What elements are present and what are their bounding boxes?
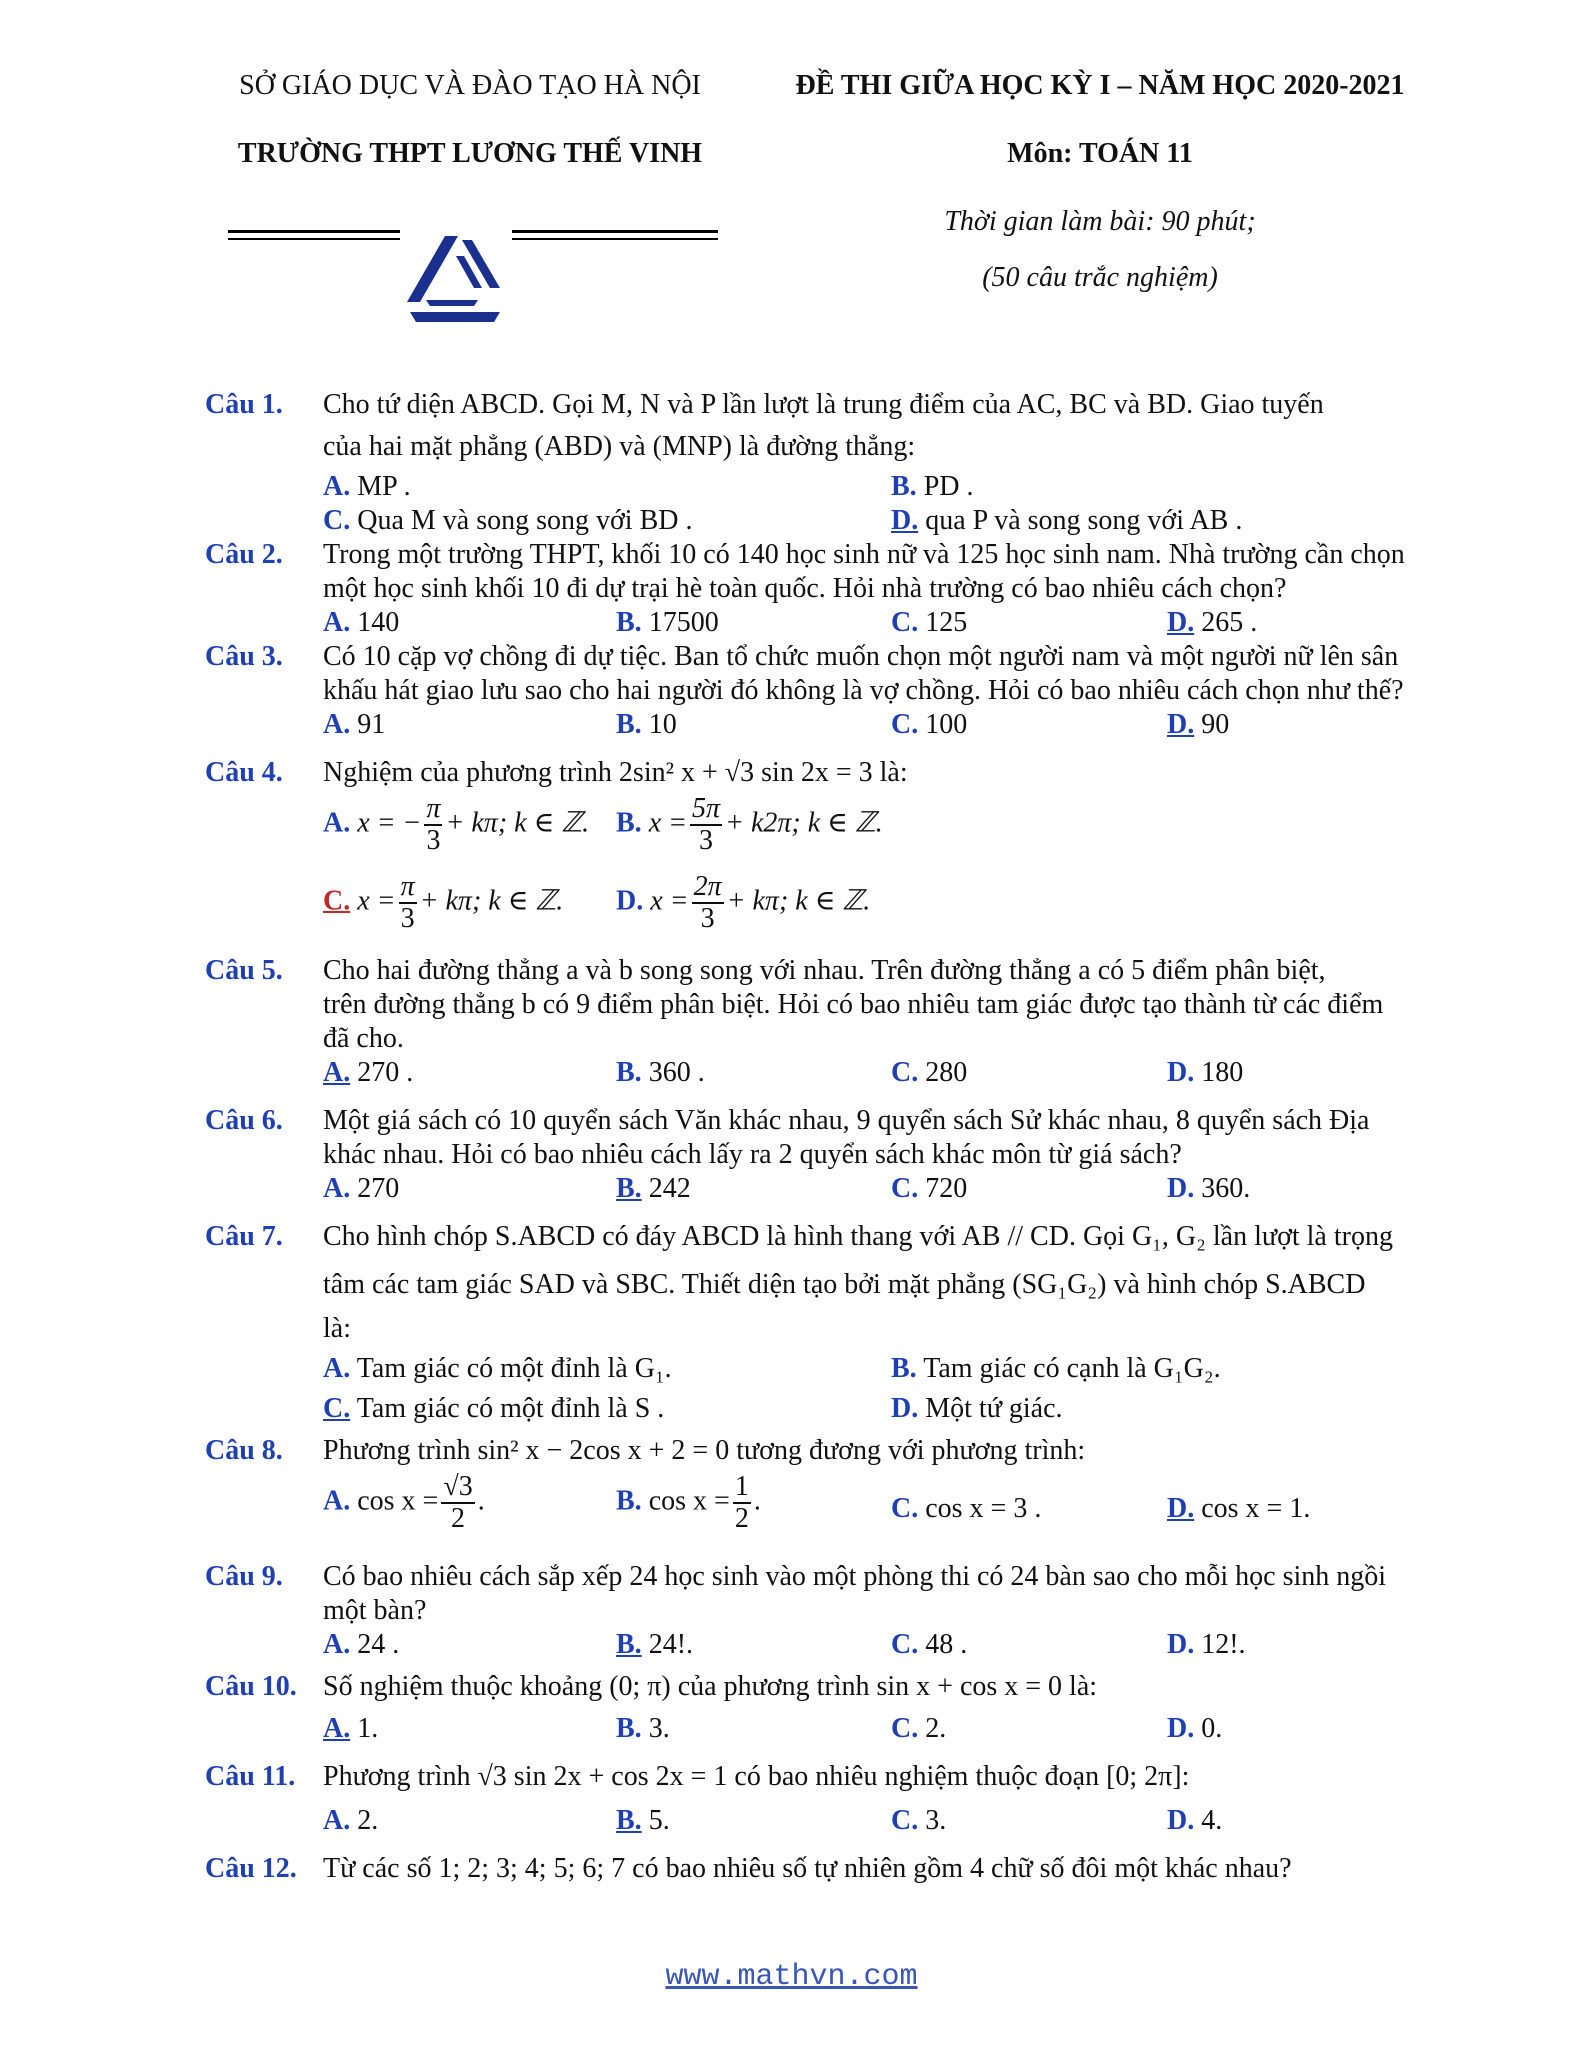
option-d[interactable]: D. cos x = 1. bbox=[1167, 1493, 1311, 1524]
option-c[interactable]: C. 280 bbox=[891, 1057, 968, 1088]
option-b[interactable]: B. cos x = $\frac{1}{2}$ . bbox=[616, 1471, 761, 1534]
option-a[interactable]: A. 270 bbox=[323, 1173, 400, 1204]
option-a[interactable]: A. x = − $\frac{\pi}{3}$ + kπ; k ∈ ℤ. bbox=[323, 793, 590, 856]
footer-link[interactable]: www.mathvn.com bbox=[665, 1960, 918, 1994]
question-list bbox=[205, 388, 1445, 1886]
option-a[interactable]: A. Tam giác có một đỉnh là G₁. bbox=[323, 1353, 672, 1384]
question-text: khấu hát giao lưu sao cho hai người đó không là vợ chồng. Hỏi có bao nhiêu cách chọn như thế? bbox=[323, 675, 1404, 706]
option-b[interactable]: B. PD . bbox=[891, 471, 974, 502]
question-label: Câu 1. bbox=[205, 389, 283, 420]
exam-title: ĐỀ THI GIỮA HỌC KỲ I – NĂM HỌC 2020-2021 bbox=[795, 70, 1405, 101]
options-row bbox=[323, 1628, 1445, 1662]
option-d[interactable]: D. 4. bbox=[1167, 1805, 1223, 1836]
school-name: TRƯỜNG THPT LƯƠNG THẾ VINH bbox=[237, 138, 703, 169]
option-a[interactable]: A. 1. bbox=[323, 1713, 379, 1744]
option-b[interactable]: B. 17500 bbox=[616, 607, 719, 638]
question-label: Câu 7. bbox=[205, 1221, 283, 1252]
option-c[interactable]: C. Qua M và song song với BD . bbox=[323, 505, 693, 536]
options-row bbox=[323, 1172, 1445, 1206]
option-a[interactable]: A. 91 bbox=[323, 709, 386, 740]
option-d[interactable]: D. 265 . bbox=[1167, 607, 1258, 638]
option-c[interactable]: C. x = $\frac{\pi}{3}$ + kπ; k ∈ ℤ. bbox=[323, 871, 564, 934]
question-12 bbox=[205, 1852, 1445, 1886]
options-row bbox=[323, 470, 1445, 504]
option-b[interactable]: B. 10 bbox=[616, 709, 677, 740]
question-9 bbox=[205, 1560, 1445, 1662]
option-d[interactable]: D. 360. bbox=[1167, 1173, 1251, 1204]
option-d[interactable]: D. 12!. bbox=[1167, 1629, 1246, 1660]
question-label: Câu 8. bbox=[205, 1435, 283, 1466]
option-c[interactable]: C. 2. bbox=[891, 1713, 947, 1744]
question-text: một học sinh khối 10 đi dự trại hè toàn quốc. Hỏi nhà trường có bao nhiêu cách chọn? bbox=[323, 573, 1287, 604]
option-b[interactable]: B. 360 . bbox=[616, 1057, 705, 1088]
school-logo-icon bbox=[400, 232, 510, 324]
option-d[interactable]: D. 180 bbox=[1167, 1057, 1244, 1088]
option-a[interactable]: A. 24 . bbox=[323, 1629, 400, 1660]
option-a[interactable]: A. MP . bbox=[323, 471, 411, 502]
question-1 bbox=[205, 388, 1445, 538]
question-10 bbox=[205, 1670, 1445, 1746]
question-count: (50 câu trắc nghiệm) bbox=[982, 262, 1218, 293]
option-b[interactable]: B. 3. bbox=[616, 1713, 670, 1744]
options-row bbox=[323, 708, 1445, 742]
question-label: Câu 2. bbox=[205, 539, 283, 570]
question-text: là: bbox=[323, 1313, 351, 1344]
question-11 bbox=[205, 1760, 1445, 1838]
option-d[interactable]: D. 90 bbox=[1167, 709, 1230, 740]
options-row bbox=[323, 1468, 1445, 1546]
question-text: Số nghiệm thuộc khoảng (0; π) của phương trình sin x + cos x = 0 là: bbox=[323, 1671, 1098, 1702]
question-label: Câu 5. bbox=[205, 955, 283, 986]
question-text: tâm các tam giác SAD và SBC. Thiết diện tạo bởi mặt phẳng (SG₁G₂) và hình chóp S.ABCD bbox=[323, 1269, 1366, 1300]
option-b[interactable]: B. x = $\frac{5\pi}{3}$ + k2π; k ∈ ℤ. bbox=[616, 793, 883, 856]
question-text: trên đường thẳng b có 9 điểm phân biệt. Hỏi có bao nhiêu tam giác được tạo thành từ các điểm bbox=[323, 989, 1384, 1020]
question-3 bbox=[205, 640, 1445, 742]
header-left bbox=[220, 68, 720, 172]
question-5 bbox=[205, 954, 1445, 1090]
question-text: Cho tứ diện ABCD. Gọi M, N và P lần lượt là trung điểm của AC, BC và BD. Giao tuyến bbox=[323, 389, 1324, 420]
option-c[interactable]: C. 48 . bbox=[891, 1629, 968, 1660]
question-text: Cho hai đường thẳng a và b song song với nhau. Trên đường thẳng a có 5 điểm phân biệt, bbox=[323, 955, 1326, 986]
option-b[interactable]: B. 5. bbox=[616, 1805, 670, 1836]
question-text: Phương trình √3 sin 2x + cos 2x = 1 có bao nhiêu nghiệm thuộc đoạn [0; 2π]: bbox=[323, 1761, 1190, 1792]
option-c[interactable]: C. Tam giác có một đỉnh là S . bbox=[323, 1393, 665, 1424]
option-d[interactable]: D. 0. bbox=[1167, 1713, 1223, 1744]
question-text: đã cho. bbox=[323, 1023, 404, 1054]
options-row bbox=[323, 1352, 1445, 1386]
option-a[interactable]: A. cos x = $\frac{√3}{2}$ . bbox=[323, 1471, 485, 1534]
options-row bbox=[323, 504, 1445, 538]
options-row bbox=[323, 1056, 1445, 1090]
question-text: Từ các số 1; 2; 3; 4; 5; 6; 7 có bao nhiêu số tự nhiên gồm 4 chữ số đôi một khác nhau? bbox=[323, 1853, 1292, 1884]
options-row bbox=[323, 790, 1445, 868]
question-text: của hai mặt phẳng (ABD) và (MNP) là đường thẳng: bbox=[323, 431, 916, 462]
question-2 bbox=[205, 538, 1445, 640]
question-label: Câu 10. bbox=[205, 1671, 297, 1702]
options-row bbox=[323, 606, 1445, 640]
option-d[interactable]: D. Một tứ giác. bbox=[891, 1393, 1063, 1424]
department-name: SỞ GIÁO DỤC VÀ ĐÀO TẠO HÀ NỘI bbox=[239, 70, 701, 101]
question-label: Câu 3. bbox=[205, 641, 283, 672]
option-d[interactable]: D. qua P và song song với AB . bbox=[891, 505, 1243, 536]
option-a[interactable]: A. 270 . bbox=[323, 1057, 414, 1088]
question-label: Câu 11. bbox=[205, 1761, 296, 1792]
option-b[interactable]: B. 24!. bbox=[616, 1629, 694, 1660]
option-a[interactable]: A. 2. bbox=[323, 1805, 379, 1836]
question-label: Câu 4. bbox=[205, 757, 283, 788]
question-label: Câu 9. bbox=[205, 1561, 283, 1592]
option-a[interactable]: A. 140 bbox=[323, 607, 400, 638]
question-4 bbox=[205, 756, 1445, 946]
question-label: Câu 6. bbox=[205, 1105, 283, 1136]
question-7 bbox=[205, 1220, 1445, 1426]
question-text: Cho hình chóp S.ABCD có đáy ABCD là hình thang với AB // CD. Gọi G₁, G₂ lần lượt là trọng bbox=[323, 1221, 1393, 1252]
option-c[interactable]: C. 100 bbox=[891, 709, 968, 740]
exam-subject: Môn: TOÁN 11 bbox=[1007, 138, 1193, 169]
options-row bbox=[323, 1392, 1445, 1426]
options-row bbox=[323, 1712, 1445, 1746]
option-c[interactable]: C. cos x = 3 . bbox=[891, 1493, 1042, 1524]
question-text: Nghiệm của phương trình 2sin² x + √3 sin 2x = 3 là: bbox=[323, 757, 908, 788]
question-text: một bàn? bbox=[323, 1595, 427, 1626]
question-text: Một giá sách có 10 quyển sách Văn khác nhau, 9 quyển sách Sử khác nhau, 8 quyển sách Địa bbox=[323, 1105, 1370, 1136]
options-row bbox=[323, 1804, 1445, 1838]
question-8 bbox=[205, 1434, 1445, 1546]
exam-time: Thời gian làm bài: 90 phút; bbox=[944, 206, 1256, 237]
question-text: Có 10 cặp vợ chồng đi dự tiệc. Ban tổ chức muốn chọn một người nam và một người nữ lên sân bbox=[323, 641, 1399, 672]
option-b[interactable]: B. 242 bbox=[616, 1173, 691, 1204]
option-c[interactable]: C. 3. bbox=[891, 1805, 947, 1836]
option-c[interactable]: C. 125 bbox=[891, 607, 968, 638]
option-b[interactable]: B. Tam giác có cạnh là G₁G₂. bbox=[891, 1353, 1221, 1384]
question-text: Trong một trường THPT, khối 10 có 140 học sinh nữ và 125 học sinh nam. Nhà trường cần chọn bbox=[323, 539, 1405, 570]
header-right bbox=[770, 68, 1430, 172]
option-d[interactable]: D. x = $\frac{2\pi}{3}$ + kπ; k ∈ ℤ. bbox=[616, 871, 871, 934]
question-text: Có bao nhiêu cách sắp xếp 24 học sinh vào một phòng thi có 24 bàn sao cho mỗi học sinh ngồi bbox=[323, 1561, 1387, 1592]
question-text: Phương trình sin² x − 2cos x + 2 = 0 tương đương với phương trình: bbox=[323, 1435, 1086, 1466]
question-text: khác nhau. Hỏi có bao nhiêu cách lấy ra 2 quyển sách khác môn từ giá sách? bbox=[323, 1139, 1182, 1170]
question-label: Câu 12. bbox=[205, 1853, 297, 1884]
question-6 bbox=[205, 1104, 1445, 1206]
options-row bbox=[323, 868, 1445, 946]
option-c[interactable]: C. 720 bbox=[891, 1173, 968, 1204]
